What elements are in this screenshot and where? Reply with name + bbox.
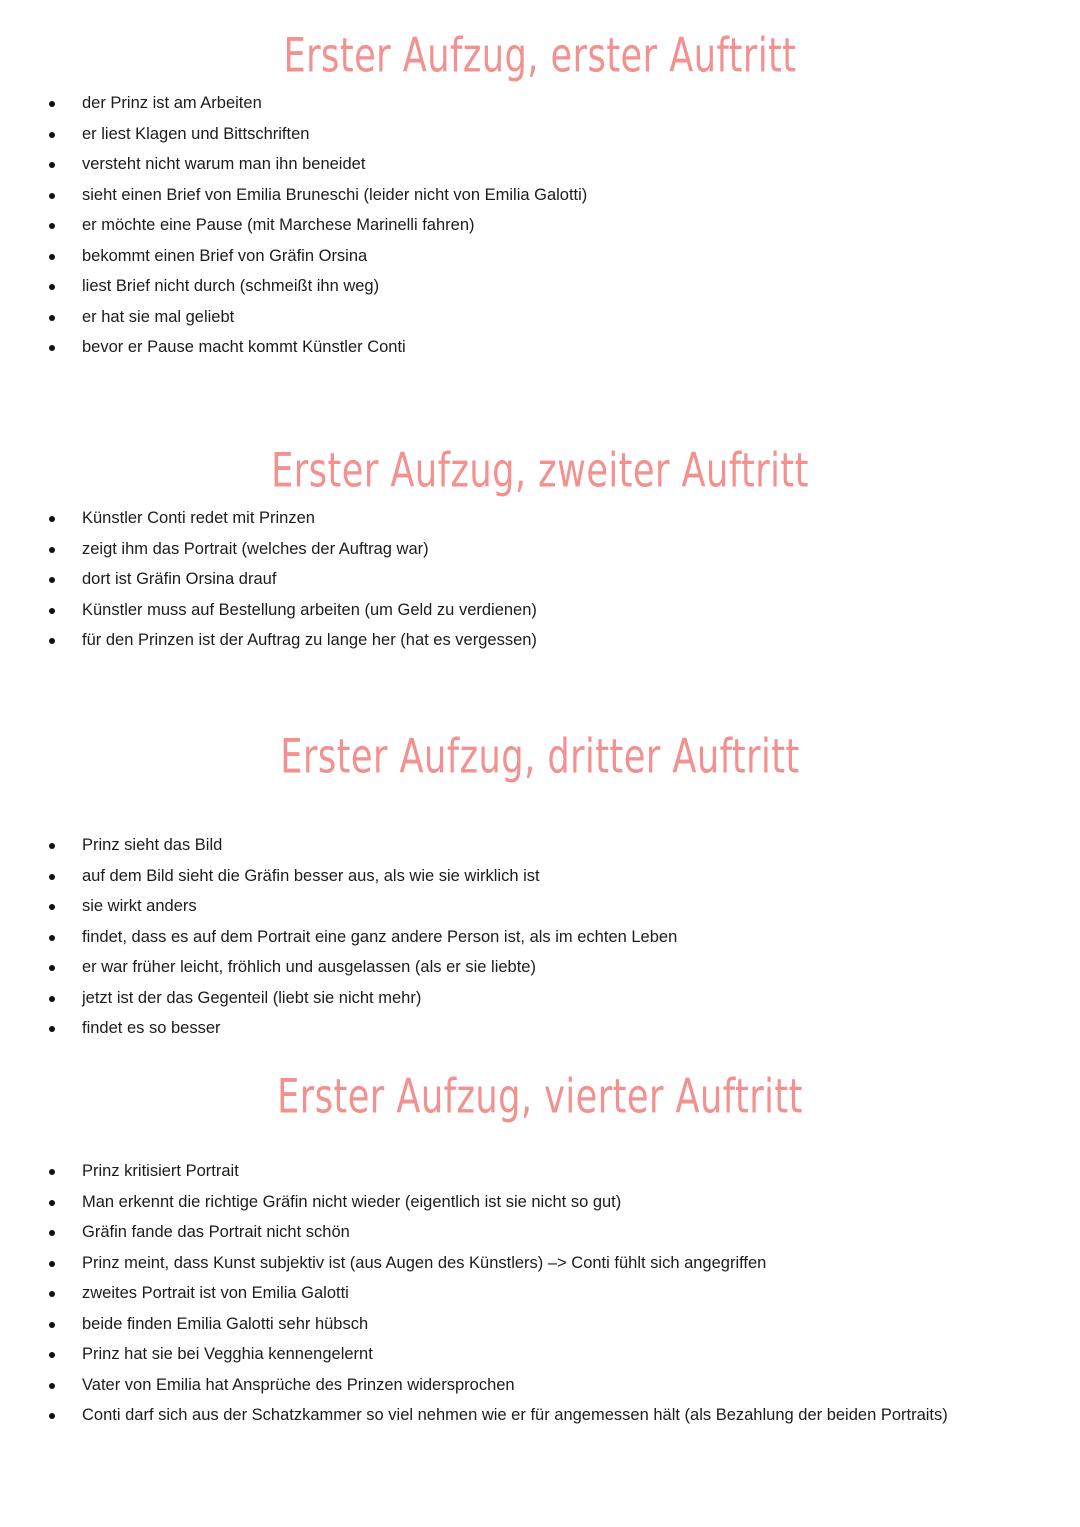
list-item-text: Conti darf sich aus der Schatzkammer so viel nehmen wie er für angemessen hält (als Bezahlung der beiden Portraits): [82, 1406, 948, 1424]
bullet-list-section-1: [0, 95, 587, 356]
bullet-dot-icon: [49, 193, 55, 199]
list-item: [0, 602, 537, 619]
list-item-text: bekommt einen Brief von Gräfin Orsina: [82, 246, 368, 265]
bullet-dot-icon: [49, 874, 55, 880]
bullet-dot-icon: [49, 638, 55, 644]
list-item: [0, 571, 537, 588]
bullet-dot-icon: [49, 1413, 55, 1419]
section-heading-erster-auftritt: Erster Aufzug, erster Auftritt: [283, 28, 797, 84]
list-item-text: Prinz hat sie bei Vegghia kennengelernt: [82, 1345, 373, 1363]
bullet-dot-icon: [49, 547, 55, 553]
list-item: [0, 898, 677, 915]
bullet-dot-icon: [49, 843, 55, 849]
list-item-text: er war früher leicht, fröhlich und ausgelassen (als er sie liebte): [82, 958, 536, 976]
list-item-text: dort ist Gräfin Orsina drauf: [82, 570, 277, 588]
bullet-dot-icon: [49, 132, 55, 138]
section-heading-dritter-auftritt: Erster Aufzug, dritter Auftritt: [280, 729, 800, 785]
list-item: [0, 541, 537, 558]
list-item-text: sie wirkt anders: [82, 897, 197, 915]
list-item-text: versteht nicht warum man ihn beneidet: [82, 155, 366, 173]
list-item-text: er möchte eine Pause (mit Marchese Marinelli fahren): [82, 216, 475, 234]
list-item-text: beide finden Emilia Galotti sehr hübsch: [82, 1314, 369, 1333]
bullet-dot-icon: [49, 935, 55, 941]
list-item: [0, 1194, 948, 1211]
list-item-text: Prinz sieht das Bild: [82, 836, 223, 854]
bullet-dot-icon: [49, 345, 55, 351]
list-item: [0, 1224, 948, 1241]
section-heading-vierter-auftritt: Erster Aufzug, vierter Auftritt: [277, 1069, 803, 1125]
list-item-text: findet es so besser: [82, 1019, 221, 1037]
bullet-dot-icon: [49, 162, 55, 168]
list-item: [0, 1316, 948, 1333]
bullet-dot-icon: [49, 1230, 55, 1236]
bullet-dot-icon: [49, 608, 55, 614]
list-item-text: sieht einen Brief von Emilia Bruneschi (leider nicht von Emilia Galotti): [82, 185, 588, 204]
list-item: [0, 1163, 948, 1180]
list-item: [0, 868, 677, 885]
list-item: [0, 278, 587, 295]
bullet-dot-icon: [49, 254, 55, 260]
list-item-text: Man erkennt die richtige Gräfin nicht wieder (eigentlich ist sie nicht so gut): [82, 1192, 622, 1211]
list-item: [0, 309, 587, 326]
list-item-text: Prinz meint, dass Kunst subjektiv ist (aus Augen des Künstlers) –> Conti fühlt sich angegriffen: [82, 1253, 767, 1272]
list-item: [0, 95, 587, 112]
list-item: [0, 510, 537, 527]
list-item: [0, 187, 587, 204]
bullet-dot-icon: [49, 577, 55, 583]
list-item: [0, 837, 677, 854]
list-item-text: der Prinz ist am Arbeiten: [82, 94, 262, 112]
list-item-text: Gräfin fande das Portrait nicht schön: [82, 1223, 350, 1241]
list-item-text: zeigt ihm das Portrait (welches der Auftrag war): [82, 539, 429, 558]
list-item: [0, 248, 587, 265]
bullet-dot-icon: [49, 1322, 55, 1328]
list-item: [0, 959, 677, 976]
list-item: [0, 1407, 948, 1424]
bullet-dot-icon: [49, 101, 55, 107]
list-item: [0, 990, 677, 1007]
list-item-text: er liest Klagen und Bittschriften: [82, 124, 310, 143]
bullet-dot-icon: [49, 965, 55, 971]
bullet-dot-icon: [49, 1026, 55, 1032]
list-item: [0, 1285, 948, 1302]
bullet-list-section-2: [0, 510, 537, 649]
list-item: [0, 1377, 948, 1394]
list-item-text: bevor er Pause macht kommt Künstler Conti: [82, 338, 406, 356]
list-item-text: auf dem Bild sieht die Gräfin besser aus, als wie sie wirklich ist: [82, 866, 540, 885]
section-heading-zweiter-auftritt: Erster Aufzug, zweiter Auftritt: [271, 443, 809, 499]
list-item: [0, 217, 587, 234]
bullet-dot-icon: [49, 516, 55, 522]
list-item: [0, 339, 587, 356]
list-item-text: Prinz kritisiert Portrait: [82, 1162, 239, 1180]
list-item-text: liest Brief nicht durch (schmeißt ihn weg): [82, 277, 380, 295]
list-item-text: für den Prinzen ist der Auftrag zu lange her (hat es vergessen): [82, 631, 537, 649]
list-item-text: Vater von Emilia hat Ansprüche des Prinzen widersprochen: [82, 1375, 515, 1394]
list-item-text: jetzt ist der das Gegenteil (liebt sie nicht mehr): [82, 988, 422, 1007]
list-item-text: Künstler muss auf Bestellung arbeiten (um Geld zu verdienen): [82, 600, 537, 619]
list-item: [0, 1346, 948, 1363]
list-item: [0, 929, 677, 946]
bullet-dot-icon: [49, 315, 55, 321]
bullet-dot-icon: [49, 1383, 55, 1389]
bullet-dot-icon: [49, 996, 55, 1002]
list-item-text: findet, dass es auf dem Portrait eine ganz andere Person ist, als im echten Leben: [82, 927, 678, 946]
bullet-dot-icon: [49, 223, 55, 229]
bullet-dot-icon: [49, 1291, 55, 1297]
list-item-text: zweites Portrait ist von Emilia Galotti: [82, 1284, 349, 1302]
bullet-dot-icon: [49, 1261, 55, 1267]
bullet-dot-icon: [49, 1169, 55, 1175]
bullet-dot-icon: [49, 1352, 55, 1358]
bullet-dot-icon: [49, 284, 55, 290]
list-item: [0, 632, 537, 649]
bullet-list-section-3: [0, 837, 677, 1037]
list-item: [0, 156, 587, 173]
bullet-dot-icon: [49, 1200, 55, 1206]
bullet-dot-icon: [49, 904, 55, 910]
list-item: [0, 126, 587, 143]
list-item-text: er hat sie mal geliebt: [82, 307, 235, 326]
list-item-text: Künstler Conti redet mit Prinzen: [82, 509, 315, 527]
bullet-list-section-4: [0, 1163, 948, 1424]
list-item: [0, 1020, 677, 1037]
list-item: [0, 1255, 948, 1272]
